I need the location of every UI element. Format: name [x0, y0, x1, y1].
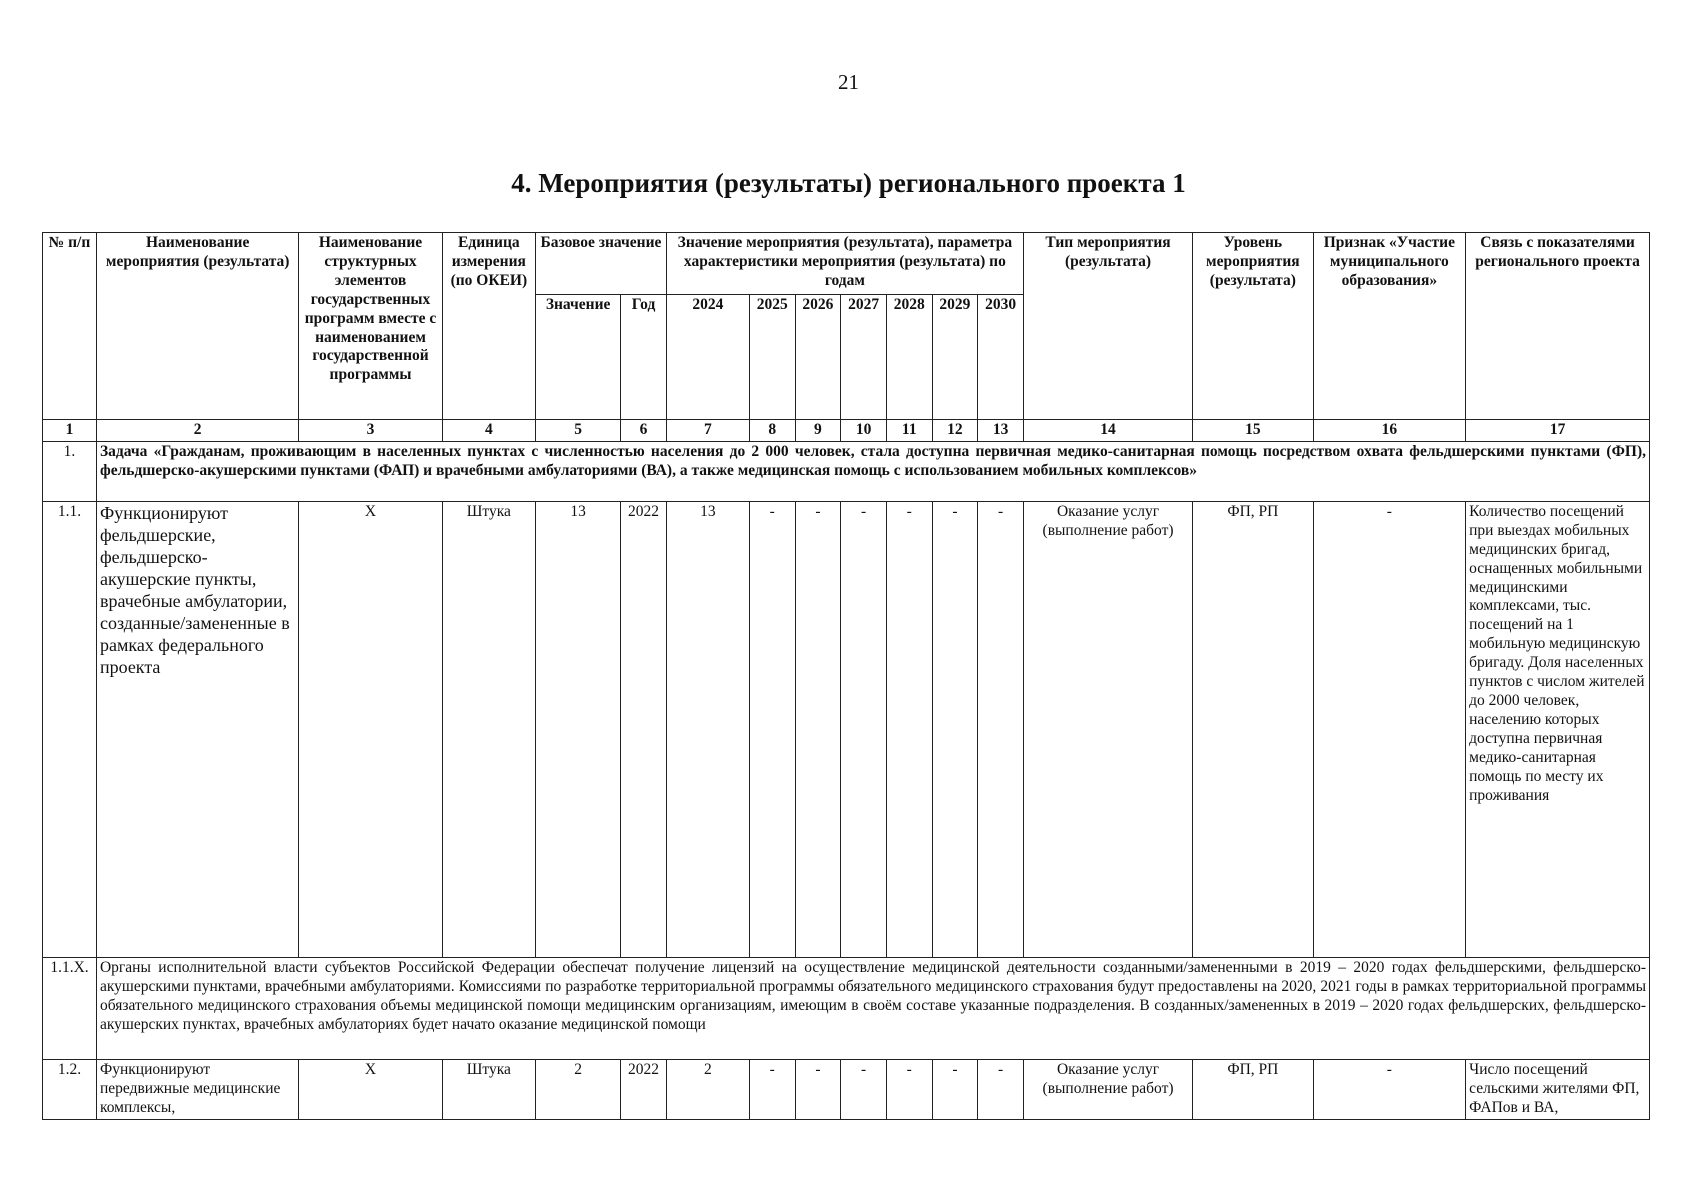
- unit: Штука: [442, 501, 535, 957]
- note-text: Органы исполнительной власти субъектов Российской Федерации обеспечат получение лицензий на осуществление медицинской деятельности созданными/замененными в 2019 – 2020 годах фельдшерскими, фельдшерско-акушерскими пунктами, врачебными амбулаториями. Комиссиями по разработке территориальной программы обязательного медицинского страхования будут предоставлены на 2020, 2021 годы в рамках территориальной программы обязательного медицинского страхования объемы медицинской помощи медицинским организациям, имеющим в своём составе указанные подразделения. В созданных/замененных в 2019 – 2020 годах фельдшерских, фельдшерско-акушерских пунктах, врачебных амбулаториях будет начато оказание медицинской помощи: [96, 957, 1649, 1059]
- activity-type: Оказание услуг (выполнение работ): [1023, 501, 1192, 957]
- header-year-2024: 2024: [666, 295, 749, 420]
- column-number: 3: [299, 420, 442, 442]
- value-2030: -: [978, 1059, 1024, 1119]
- activity-name: Функционируют фельдшерские, фельдшерско-акушерские пункты, врачебные амбулатории, созданные/замененные в рамках федерального проекта: [96, 501, 298, 957]
- header-link: Связь с показателями регионального проекта: [1466, 233, 1650, 420]
- header-structural: Наименование структурных элементов государственных программ вместе с наименованием государственной программы: [299, 233, 442, 420]
- header-year-2027: 2027: [841, 295, 887, 420]
- page-number: 21: [838, 70, 859, 94]
- value-2027: -: [841, 501, 887, 957]
- column-number: 15: [1193, 420, 1313, 442]
- column-number: 12: [932, 420, 978, 442]
- note-number: 1.1.Х.: [43, 957, 97, 1059]
- value-2024: 13: [666, 501, 749, 957]
- indicator-link: Количество посещений при выездах мобильных медицинских бригад, оснащенных мобильными медицинскими комплексами, тыс. посещений на 1 мобильную медицинскую бригаду. Доля населенных пунктов с числом жителей до 2000 человек, населению которых доступна первичная медико-санитарная помощь по месту их проживания: [1466, 501, 1650, 957]
- activities-table: [42, 232, 1650, 1120]
- column-number: 4: [442, 420, 535, 442]
- activity-type: Оказание услуг (выполнение работ): [1023, 1059, 1192, 1119]
- page-title: 4. Мероприятия (результаты) регионального проекта 1: [511, 168, 1186, 198]
- value-2028: -: [886, 1059, 932, 1119]
- header-base-value: Значение: [536, 295, 621, 420]
- value-2028: -: [886, 501, 932, 957]
- header-year-2028: 2028: [886, 295, 932, 420]
- column-number: 16: [1313, 420, 1466, 442]
- value-2030: -: [978, 501, 1024, 957]
- municipal-sign: -: [1313, 1059, 1466, 1119]
- column-number: 2: [96, 420, 298, 442]
- column-number: 5: [536, 420, 621, 442]
- header-row-1: [43, 233, 1650, 295]
- value-2025: -: [749, 1059, 795, 1119]
- value-2026: -: [795, 501, 841, 957]
- value-2025: -: [749, 501, 795, 957]
- note-row: [43, 957, 1650, 1059]
- column-number: 17: [1466, 420, 1650, 442]
- table-row: [43, 1059, 1650, 1119]
- header-type: Тип мероприятия (результата): [1023, 233, 1192, 420]
- value-2029: -: [932, 501, 978, 957]
- column-number: 6: [621, 420, 667, 442]
- structural-elements: Х: [299, 1059, 442, 1119]
- activity-level: ФП, РП: [1193, 1059, 1313, 1119]
- base-value: 2: [536, 1059, 621, 1119]
- value-2024: 2: [666, 1059, 749, 1119]
- value-2029: -: [932, 1059, 978, 1119]
- task-number: 1.: [43, 441, 97, 501]
- header-name: Наименование мероприятия (результата): [96, 233, 298, 420]
- column-number: 1: [43, 420, 97, 442]
- row-number: 1.2.: [43, 1059, 97, 1119]
- column-number: 10: [841, 420, 887, 442]
- header-no: № п/п: [43, 233, 97, 420]
- municipal-sign: -: [1313, 501, 1466, 957]
- value-2026: -: [795, 1059, 841, 1119]
- unit: Штука: [442, 1059, 535, 1119]
- base-value: 13: [536, 501, 621, 957]
- header-year-2025: 2025: [749, 295, 795, 420]
- header-base-year: Год: [621, 295, 667, 420]
- value-2027: -: [841, 1059, 887, 1119]
- column-number-row: [43, 420, 1650, 442]
- column-number: 7: [666, 420, 749, 442]
- activity-name: Функционируют передвижные медицинские комплексы,: [96, 1059, 298, 1119]
- row-number: 1.1.: [43, 501, 97, 957]
- column-number: 9: [795, 420, 841, 442]
- header-year-2029: 2029: [932, 295, 978, 420]
- header-level: Уровень мероприятия (результата): [1193, 233, 1313, 420]
- column-number: 8: [749, 420, 795, 442]
- table-row: [43, 501, 1650, 957]
- indicator-link: Число посещений сельскими жителями ФП, ФАПов и ВА,: [1466, 1059, 1650, 1119]
- header-unit: Единица измерения (по ОКЕИ): [442, 233, 535, 420]
- task-row: [43, 441, 1650, 501]
- header-base: Базовое значение: [536, 233, 667, 295]
- column-number: 11: [886, 420, 932, 442]
- header-year-2030: 2030: [978, 295, 1024, 420]
- column-number: 14: [1023, 420, 1192, 442]
- header-values-group: Значение мероприятия (результата), параметра характеристики мероприятия (результата) по годам: [666, 233, 1023, 295]
- header-year-2026: 2026: [795, 295, 841, 420]
- header-sign: Признак «Участие муниципального образования»: [1313, 233, 1466, 420]
- structural-elements: Х: [299, 501, 442, 957]
- activity-level: ФП, РП: [1193, 501, 1313, 957]
- base-year: 2022: [621, 1059, 667, 1119]
- column-number: 13: [978, 420, 1024, 442]
- task-text: Задача «Гражданам, проживающим в населенных пунктах с численностью населения до 2 000 человек, стала доступна первичная медико-санитарная помощь посредством охвата фельдшерскими пунктами (ФП), фельдшерско-акушерскими пунктами (ФАП) и врачебными амбулаториями (ВА), а также медицинская помощь с использованием мобильных комплексов»: [96, 441, 1649, 501]
- base-year: 2022: [621, 501, 667, 957]
